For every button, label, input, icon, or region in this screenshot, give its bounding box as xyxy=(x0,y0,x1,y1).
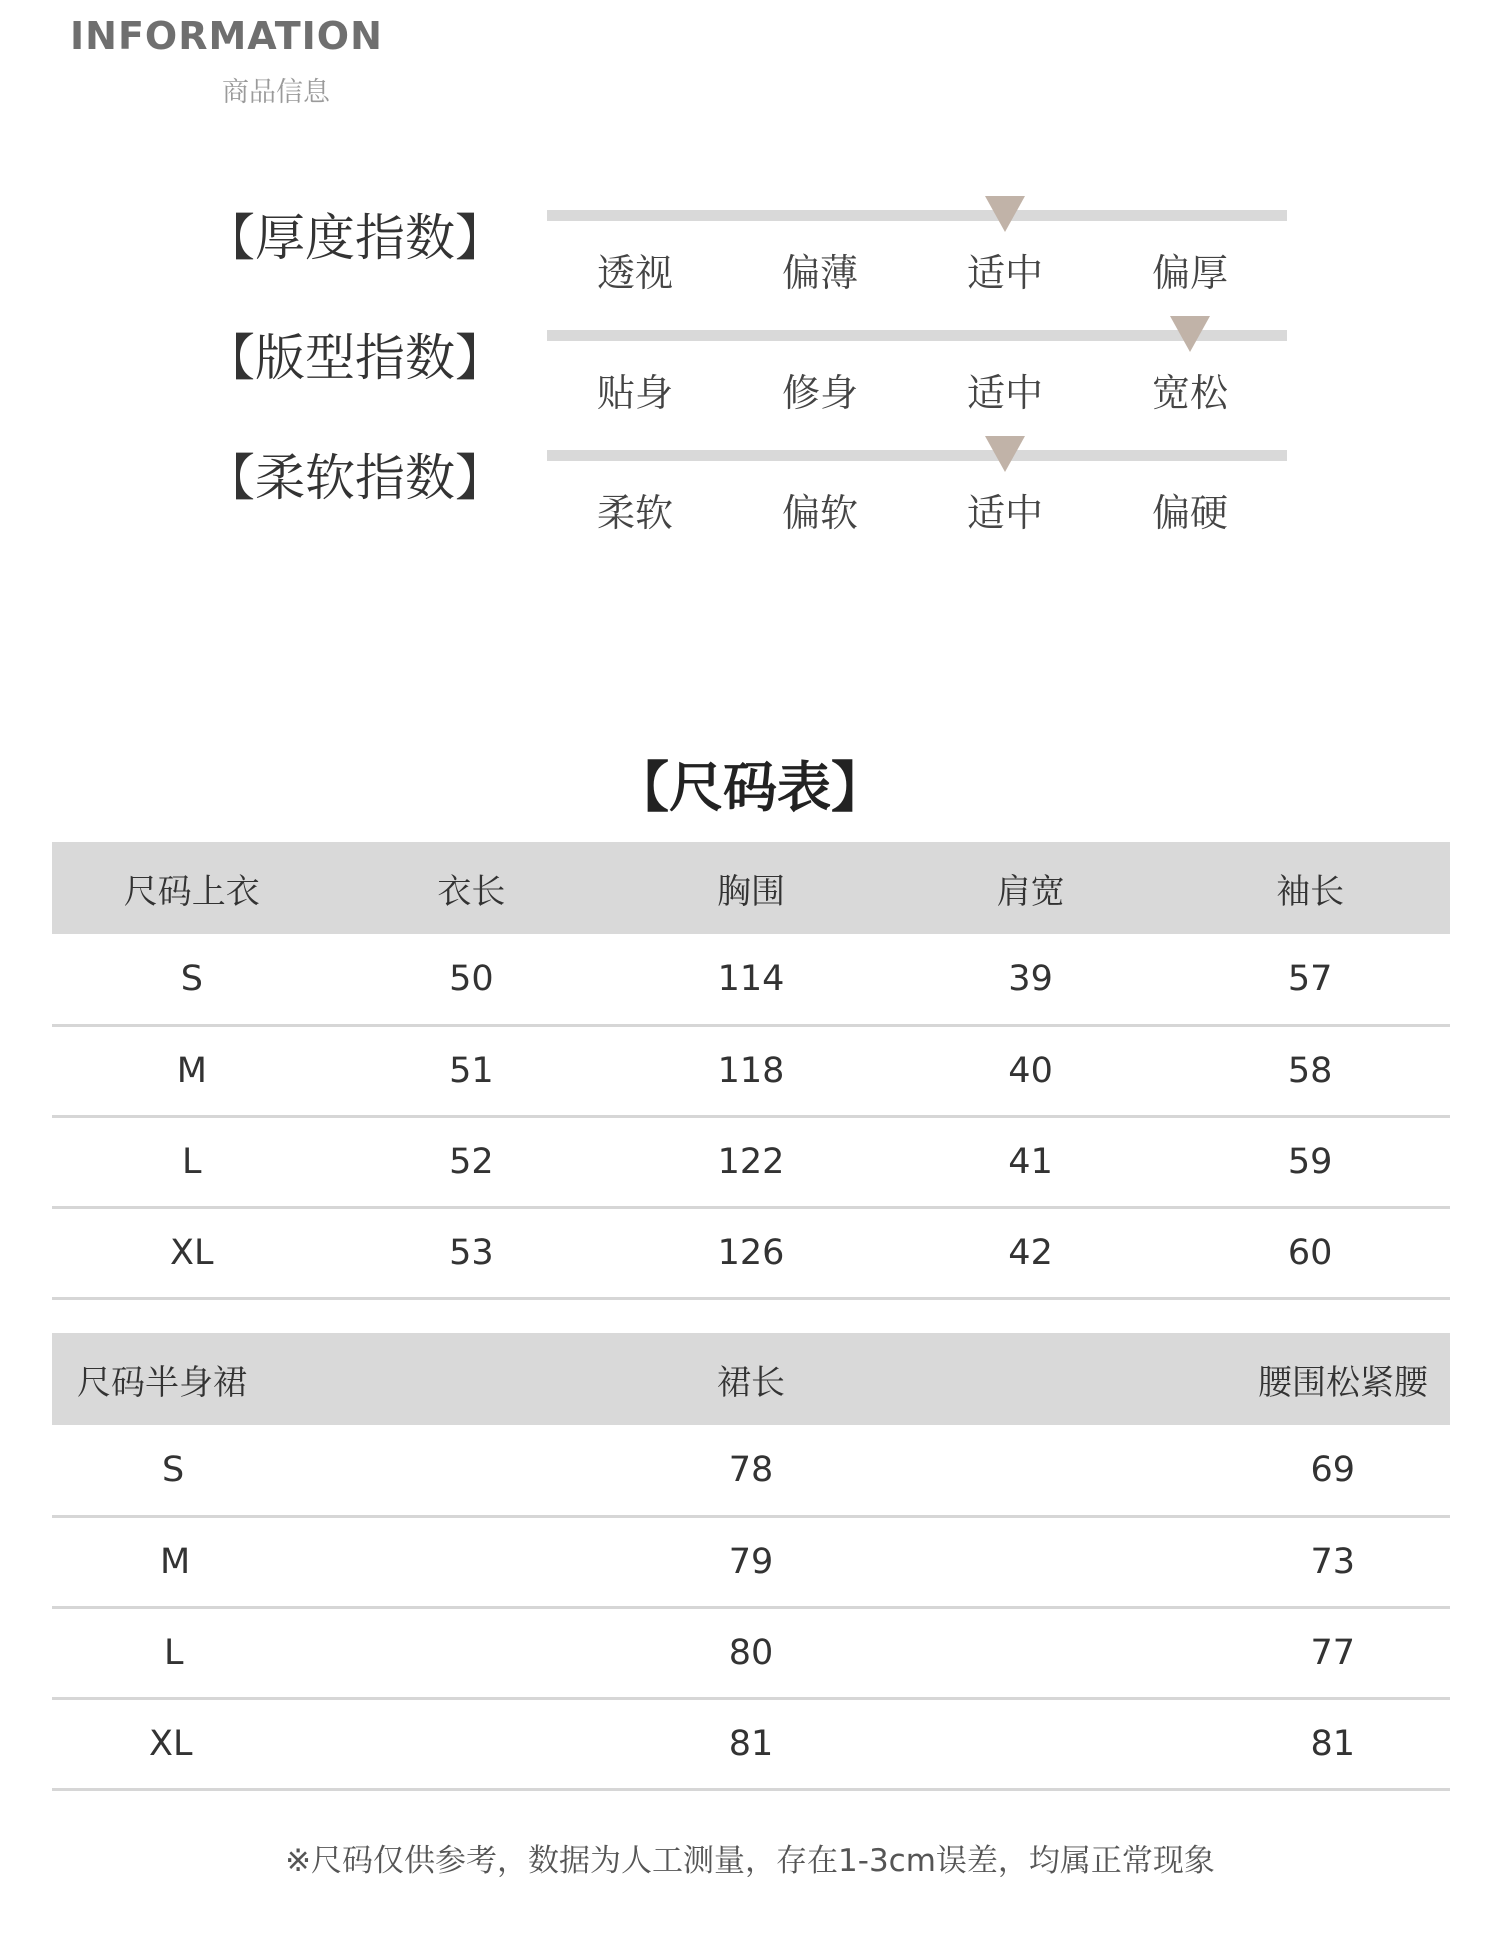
column-header: 衣长 xyxy=(332,842,612,934)
table-cell: L xyxy=(52,1607,518,1698)
table-row xyxy=(52,1516,1450,1607)
index-option: 适中 xyxy=(966,251,1043,295)
table-row xyxy=(52,1025,1450,1116)
softness-index-bar xyxy=(547,450,1287,535)
table-cell: S xyxy=(52,1425,518,1516)
index-row xyxy=(0,330,1500,450)
skirt-size-table xyxy=(52,1333,1450,1791)
thickness-index-bar xyxy=(547,210,1287,295)
thickness-marker-icon xyxy=(985,196,1025,232)
table-header-row xyxy=(52,842,1450,934)
table-cell: 126 xyxy=(611,1207,891,1298)
column-header: 腰围松紧腰 xyxy=(984,1333,1450,1425)
table-cell: 60 xyxy=(1170,1207,1450,1298)
table-cell: 39 xyxy=(891,934,1171,1025)
table-cell: 40 xyxy=(891,1025,1171,1116)
table-cell: S xyxy=(52,934,332,1025)
table-row xyxy=(52,934,1450,1025)
header-title-en: INFORMATION xyxy=(70,14,383,58)
thickness-index-label: 【厚度指数】 xyxy=(205,209,505,267)
column-header: 肩宽 xyxy=(891,842,1171,934)
table-cell: 79 xyxy=(518,1516,984,1607)
table-cell: 59 xyxy=(1170,1116,1450,1207)
index-row xyxy=(0,450,1500,570)
table-cell: 114 xyxy=(611,934,891,1025)
fit-marker-icon xyxy=(1170,316,1210,352)
table-cell: 77 xyxy=(984,1607,1450,1698)
table-row xyxy=(52,1607,1450,1698)
table-cell: 42 xyxy=(891,1207,1171,1298)
index-option: 柔软 xyxy=(596,491,673,535)
column-header: 裙长 xyxy=(518,1333,984,1425)
table-row xyxy=(52,1425,1450,1516)
table-cell: 51 xyxy=(332,1025,612,1116)
fit-index-bar xyxy=(547,330,1287,415)
table-cell: M xyxy=(52,1516,518,1607)
table-cell: 118 xyxy=(611,1025,891,1116)
index-option: 偏硬 xyxy=(1151,491,1228,535)
table-cell: 80 xyxy=(518,1607,984,1698)
table-cell: XL xyxy=(52,1207,332,1298)
table-row xyxy=(52,1698,1450,1789)
table-cell: 57 xyxy=(1170,934,1450,1025)
table-cell: 52 xyxy=(332,1116,612,1207)
index-option: 偏软 xyxy=(781,491,858,535)
table-cell: L xyxy=(52,1116,332,1207)
column-header: 袖长 xyxy=(1170,842,1450,934)
fit-index-label: 【版型指数】 xyxy=(205,329,505,387)
softness-marker-icon xyxy=(985,436,1025,472)
table-cell: M xyxy=(52,1025,332,1116)
index-option: 偏薄 xyxy=(781,251,858,295)
index-option: 修身 xyxy=(781,371,858,415)
index-option: 适中 xyxy=(966,371,1043,415)
table-cell: XL xyxy=(52,1698,518,1789)
index-option: 贴身 xyxy=(596,371,673,415)
index-option: 宽松 xyxy=(1151,371,1228,415)
index-row xyxy=(0,210,1500,330)
table-cell: 58 xyxy=(1170,1025,1450,1116)
column-header: 胸围 xyxy=(611,842,891,934)
table-cell: 50 xyxy=(332,934,612,1025)
size-footnote: ※尺码仅供参考，数据为人工测量，存在1-3cm误差，均属正常现象 xyxy=(285,1843,1215,1879)
table-cell: 69 xyxy=(984,1425,1450,1516)
table-cell: 73 xyxy=(984,1516,1450,1607)
table-row xyxy=(52,1207,1450,1298)
table-cell: 41 xyxy=(891,1116,1171,1207)
header-title-cn: 商品信息 xyxy=(222,77,330,108)
column-header: 尺码上衣 xyxy=(52,842,332,934)
table-header-row xyxy=(52,1333,1450,1425)
table-cell: 81 xyxy=(518,1698,984,1789)
index-option: 透视 xyxy=(596,251,673,295)
column-header: 尺码半身裙 xyxy=(52,1333,518,1425)
table-cell: 81 xyxy=(984,1698,1450,1789)
size-chart-title: 【尺码表】 xyxy=(615,756,885,819)
table-cell: 122 xyxy=(611,1116,891,1207)
table-cell: 53 xyxy=(332,1207,612,1298)
softness-index-label: 【柔软指数】 xyxy=(205,449,505,507)
index-option: 适中 xyxy=(966,491,1043,535)
index-option: 偏厚 xyxy=(1151,251,1228,295)
top-size-table xyxy=(52,842,1450,1300)
table-row xyxy=(52,1116,1450,1207)
table-cell: 78 xyxy=(518,1425,984,1516)
